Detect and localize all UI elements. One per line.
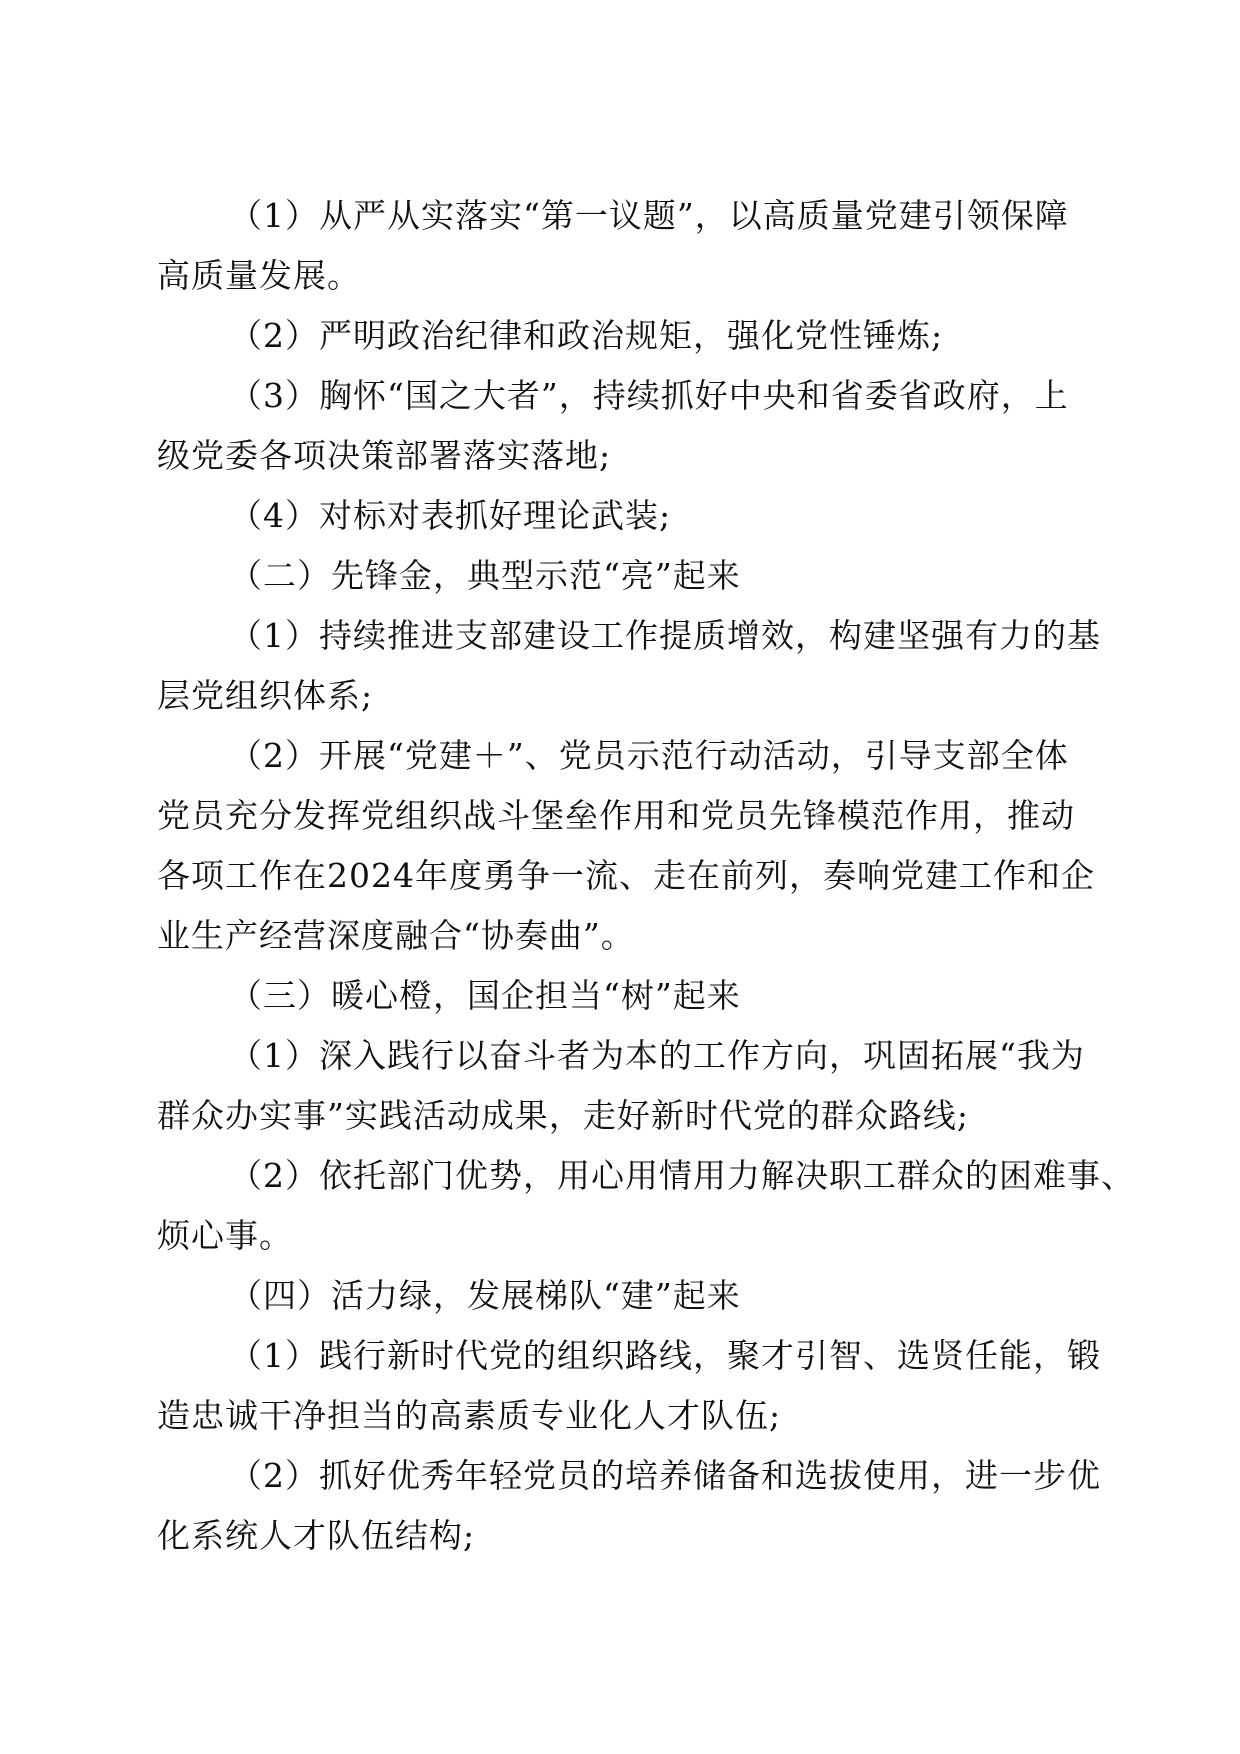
text-line: （1）从严从实落实“第一议题”，以高质量党建引领保障 [229, 196, 1069, 235]
document-body [157, 186, 1135, 1566]
section-heading: （三）暖心橙，国企担当“树”起来 [229, 976, 741, 1015]
text-line: （2）依托部门优势，用心用情用力解决职工群众的困难事、 [229, 1156, 1135, 1195]
text-line: 党员充分发挥党组织战斗堡垒作用和党员先锋模范作用，推动 [157, 796, 1075, 835]
text-line: （1）持续推进支部建设工作提质增效，构建坚强有力的基 [229, 616, 1101, 655]
text-line: （1）深入践行以奋斗者为本的工作方向，巩固拓展“我为 [229, 1036, 1085, 1075]
text-line: （2）抓好优秀年轻党员的培养储备和选拔使用，进一步优 [229, 1456, 1101, 1495]
section-heading: （二）先锋金，典型示范“亮”起来 [229, 556, 741, 595]
text-line: 业生产经营深度融合“协奏曲”。 [157, 916, 635, 955]
text-line: （2）严明政治纪律和政治规矩，强化党性锤炼; [229, 316, 944, 355]
text-line: 化系统人才队伍结构; [157, 1516, 476, 1555]
section-heading: （四）活力绿，发展梯队“建”起来 [229, 1276, 741, 1315]
text-line: 层党组织体系; [157, 676, 374, 715]
text-line: 造忠诚干净担当的高素质专业化人才队伍; [157, 1396, 782, 1435]
text-line: 高质量发展。 [157, 256, 361, 295]
text-line: （3）胸怀“国之大者”，持续抓好中央和省委省政府，上 [229, 376, 1069, 415]
text-line: 各项工作在2024年度勇争一流、走在前列，奏响党建工作和企 [157, 856, 1095, 895]
text-line: （2）开展“党建＋”、党员示范行动活动，引导支部全体 [229, 736, 1069, 775]
text-line: 群众办实事”实践活动成果，走好新时代党的群众路线; [157, 1096, 969, 1135]
text-line: （4）对标对表抓好理论武装; [229, 496, 672, 535]
text-line: 烦心事。 [157, 1216, 293, 1255]
text-line: （1）践行新时代党的组织路线，聚才引智、选贤任能，锻 [229, 1336, 1101, 1375]
text-line: 级党委各项决策部署落实落地; [157, 436, 612, 475]
